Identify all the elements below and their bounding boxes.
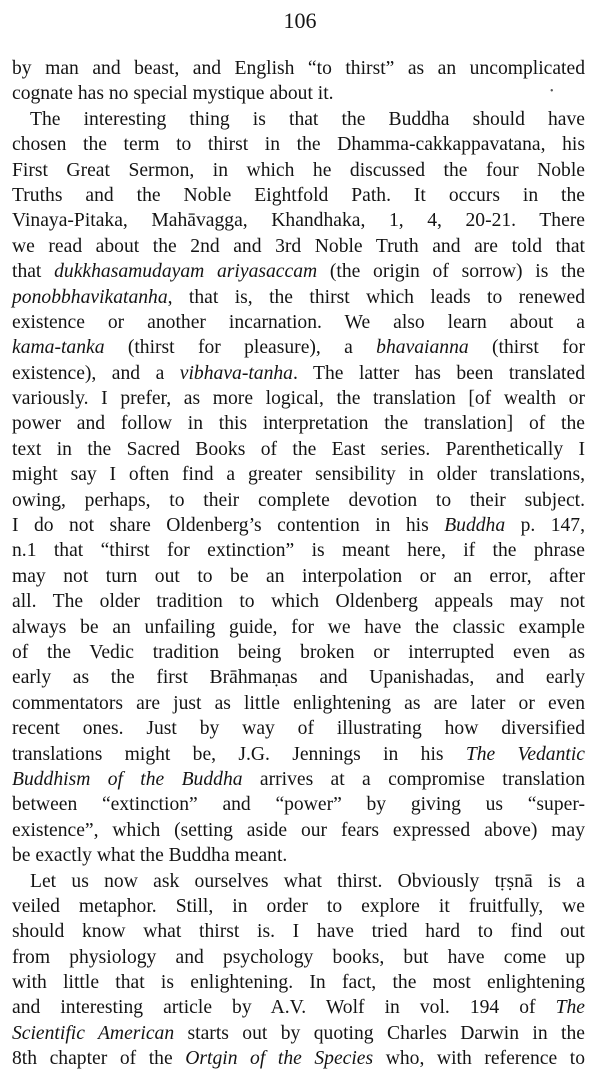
stray-mark: • — [550, 86, 554, 97]
text-segment: Let us now ask ourselves what thirst. Obviously tṛṣnā is a — [30, 870, 585, 892]
text-segment: that — [12, 261, 55, 283]
text-segment: chosen the term to thirst in the Dhamma-cakkappavatana, his — [12, 134, 585, 156]
text-line — [12, 691, 585, 716]
text-line — [12, 335, 585, 360]
text-line — [12, 818, 585, 843]
text-segment: n.1 that “thirst for extinction” is meant here, if the phrase — [12, 540, 585, 562]
text-segment: The interesting thing is that the Buddha should have — [30, 108, 585, 130]
text-segment: from physiology and psychology books, but have come up — [12, 946, 585, 968]
text-segment: may not turn out to be an interpolation or an error, after — [12, 565, 585, 587]
text-segment: who, with reference to — [373, 1048, 585, 1070]
text-line — [12, 310, 585, 335]
text-segment: p. 147, — [505, 515, 586, 537]
text-segment: I do not share Oldenberg’s contention in his — [12, 515, 445, 537]
text-segment: power and follow in this interpretation the translation] of the — [12, 413, 585, 435]
text-segment: text in the Sacred Books of the East series. Parenthetically I — [12, 438, 585, 460]
text-segment: starts out by quoting Charles Darwin in the — [174, 1022, 585, 1044]
italic-text: Buddha — [444, 515, 506, 537]
text-line — [12, 488, 585, 513]
italic-text: dukkhasamudayam ariyasaccam — [54, 261, 318, 283]
text-segment: with little that is enlightening. In fact, the most enlightening — [12, 972, 585, 994]
text-line — [12, 208, 585, 233]
text-line — [12, 285, 585, 310]
text-line — [12, 945, 585, 970]
text-line — [12, 183, 585, 208]
text-line — [12, 462, 585, 487]
text-line — [12, 615, 585, 640]
body-text — [12, 56, 585, 1072]
text-line — [12, 843, 585, 868]
text-segment: owing, perhaps, to their complete devotion to their subject. — [12, 489, 585, 511]
text-segment: all. The older tradition to which Oldenberg appeals may not — [12, 591, 585, 613]
italic-text: vibhava-tanha — [179, 362, 293, 384]
text-segment: Truths and the Noble Eightfold Path. It occurs in the — [12, 184, 585, 206]
page-number: 106 — [283, 8, 317, 33]
text-line — [12, 894, 585, 919]
text-line — [12, 513, 585, 538]
text-line — [12, 234, 585, 259]
text-line — [12, 56, 585, 81]
text-line — [12, 437, 585, 462]
text-segment: translations might be, J.G. Jennings in his — [12, 743, 466, 765]
text-segment: recent ones. Just by way of illustrating how diversified — [12, 718, 585, 740]
text-line — [12, 1046, 585, 1071]
text-segment: (thirst for pleasure), a — [104, 337, 377, 359]
text-line — [12, 411, 585, 436]
text-line — [12, 259, 585, 284]
text-segment: be exactly what the Buddha meant. — [12, 845, 288, 867]
text-segment: between “extinction” and “power” by giving us “super- — [12, 794, 585, 816]
text-segment: First Great Sermon, in which he discussed the four Noble — [12, 159, 585, 181]
text-line — [12, 1021, 585, 1046]
text-segment: existence”, which (setting aside our fears expressed above) may — [12, 819, 585, 841]
text-line — [12, 970, 585, 995]
text-line — [12, 361, 585, 386]
text-line — [12, 81, 585, 106]
text-segment: always be an unfailing guide, for we have the classic example — [12, 616, 585, 638]
italic-text: The — [555, 997, 585, 1019]
text-segment: (thirst for — [468, 337, 585, 359]
italic-text: Scientific American — [12, 1022, 175, 1044]
text-segment: should know what thirst is. I have tried hard to find out — [12, 921, 585, 943]
text-segment: we read about the 2nd and 3rd Noble Truth and are told that — [12, 235, 585, 257]
text-segment: (the origin of sorrow) is the — [317, 261, 585, 283]
text-segment: and interesting article by A.V. Wolf in vol. 194 of — [12, 997, 556, 1019]
text-segment: early as the first Brāhmaṇas and Upanishadas, and early — [12, 667, 585, 689]
text-line — [12, 538, 585, 563]
text-line — [12, 995, 585, 1020]
text-segment: veiled metaphor. Still, in order to explore it fruitfully, we — [12, 895, 585, 917]
text-segment: might say I often find a greater sensibility in older translations, — [12, 464, 585, 486]
italic-text: The Vedantic — [465, 743, 585, 765]
text-line — [12, 589, 585, 614]
text-segment: variously. I prefer, as more logical, the translation [of wealth or — [12, 388, 585, 410]
text-line — [12, 640, 585, 665]
text-line — [12, 742, 585, 767]
text-segment: by man and beast, and English “to thirst” as an uncomplicated — [12, 58, 585, 79]
text-line — [12, 869, 585, 894]
text-line — [12, 919, 585, 944]
text-line — [12, 132, 585, 157]
text-segment: , that is, the thirst which leads to renewed — [167, 286, 585, 308]
italic-text: ponobbhavikatanha — [12, 286, 168, 308]
text-segment: commentators are just as little enlightening as are later or even — [12, 692, 585, 714]
text-line — [12, 767, 585, 792]
text-segment: existence), and a — [12, 362, 180, 384]
text-line — [12, 665, 585, 690]
text-segment: . The latter has been translated — [292, 362, 585, 384]
text-segment: cognate has no special mystique about it. — [12, 83, 334, 105]
text-segment: of the Vedic tradition being broken or interrupted even as — [12, 641, 585, 663]
italic-text: kama-tanka — [12, 337, 105, 359]
text-line — [12, 564, 585, 589]
italic-text: Buddhism of the Buddha — [12, 768, 243, 790]
text-segment: arrives at a compromise translation — [242, 768, 585, 790]
text-line — [12, 716, 585, 741]
italic-text: Ortgin of the Species — [185, 1048, 374, 1070]
text-line — [12, 107, 585, 132]
text-segment: existence or another incarnation. We also learn about a — [12, 311, 585, 333]
text-line — [12, 158, 585, 183]
text-line — [12, 386, 585, 411]
text-segment: 8th chapter of the — [12, 1048, 186, 1070]
text-line — [12, 792, 585, 817]
text-segment: Vinaya-Pitaka, Mahāvagga, Khandhaka, 1, 4, 20-21. There — [12, 210, 585, 232]
italic-text: bhavaianna — [376, 337, 469, 359]
